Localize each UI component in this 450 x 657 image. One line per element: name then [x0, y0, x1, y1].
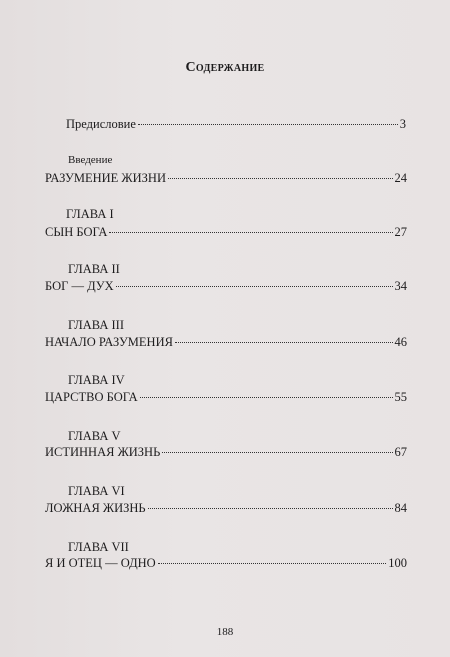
toc-entry-preface	[66, 117, 406, 132]
toc-entry-label: СЫН БОГА	[45, 225, 108, 239]
toc-entry-chapter-1	[45, 225, 407, 240]
toc-entry-label: РАЗУМЕНИЕ ЖИЗНИ	[45, 171, 166, 185]
toc-entry-page: 67	[394, 445, 407, 459]
dot-leader	[138, 124, 398, 125]
toc-entry-label: НАЧАЛО РАЗУМЕНИЯ	[45, 335, 173, 349]
toc-chapter-heading: ГЛАВА V	[68, 429, 121, 443]
toc-entry-chapter-5	[45, 445, 407, 460]
toc-chapter-heading: ГЛАВА I	[66, 207, 114, 221]
toc-entry-label: Предисловие	[66, 117, 136, 131]
toc-entry-page: 55	[394, 390, 407, 404]
dot-leader	[148, 508, 393, 509]
toc-entry-intro	[45, 171, 407, 186]
toc-entry-page: 46	[394, 335, 407, 349]
dot-leader	[116, 286, 393, 287]
toc-entry-page: 27	[394, 225, 407, 239]
toc-entry-page: 84	[394, 501, 407, 515]
dot-leader	[175, 342, 393, 343]
toc-entry-page: 100	[388, 556, 407, 570]
toc-chapter-heading: ГЛАВА VI	[68, 484, 125, 498]
toc-section-heading: Введение	[68, 154, 113, 166]
toc-entry-page: 3	[399, 117, 406, 131]
dot-leader	[158, 563, 387, 564]
toc-entry-label: ЛОЖНАЯ ЖИЗНЬ	[45, 501, 146, 515]
dot-leader	[109, 232, 392, 233]
toc-entry-chapter-6	[45, 501, 407, 516]
page-title: Содержание	[185, 60, 265, 75]
toc-entry-chapter-4	[45, 390, 407, 405]
toc-entry-page: 24	[394, 171, 407, 185]
dot-leader	[162, 452, 392, 453]
toc-entry-label: Я И ОТЕЦ — ОДНО	[45, 556, 156, 570]
toc-chapter-heading: ГЛАВА VII	[68, 540, 129, 554]
page-number: 188	[216, 626, 234, 638]
dot-leader	[168, 178, 393, 179]
toc-entry-chapter-2	[45, 279, 407, 294]
dot-leader	[140, 397, 393, 398]
toc-entry-chapter-7	[45, 556, 407, 571]
toc-entry-chapter-3	[45, 335, 407, 350]
toc-chapter-heading: ГЛАВА III	[68, 318, 124, 332]
toc-chapter-heading: ГЛАВА II	[68, 262, 120, 276]
toc-entry-label: ЦАРСТВО БОГА	[45, 390, 138, 404]
toc-entry-label: БОГ — ДУХ	[45, 279, 114, 293]
toc-chapter-heading: ГЛАВА IV	[68, 373, 125, 387]
toc-entry-page: 34	[394, 279, 407, 293]
toc-entry-label: ИСТИННАЯ ЖИЗНЬ	[45, 445, 161, 459]
